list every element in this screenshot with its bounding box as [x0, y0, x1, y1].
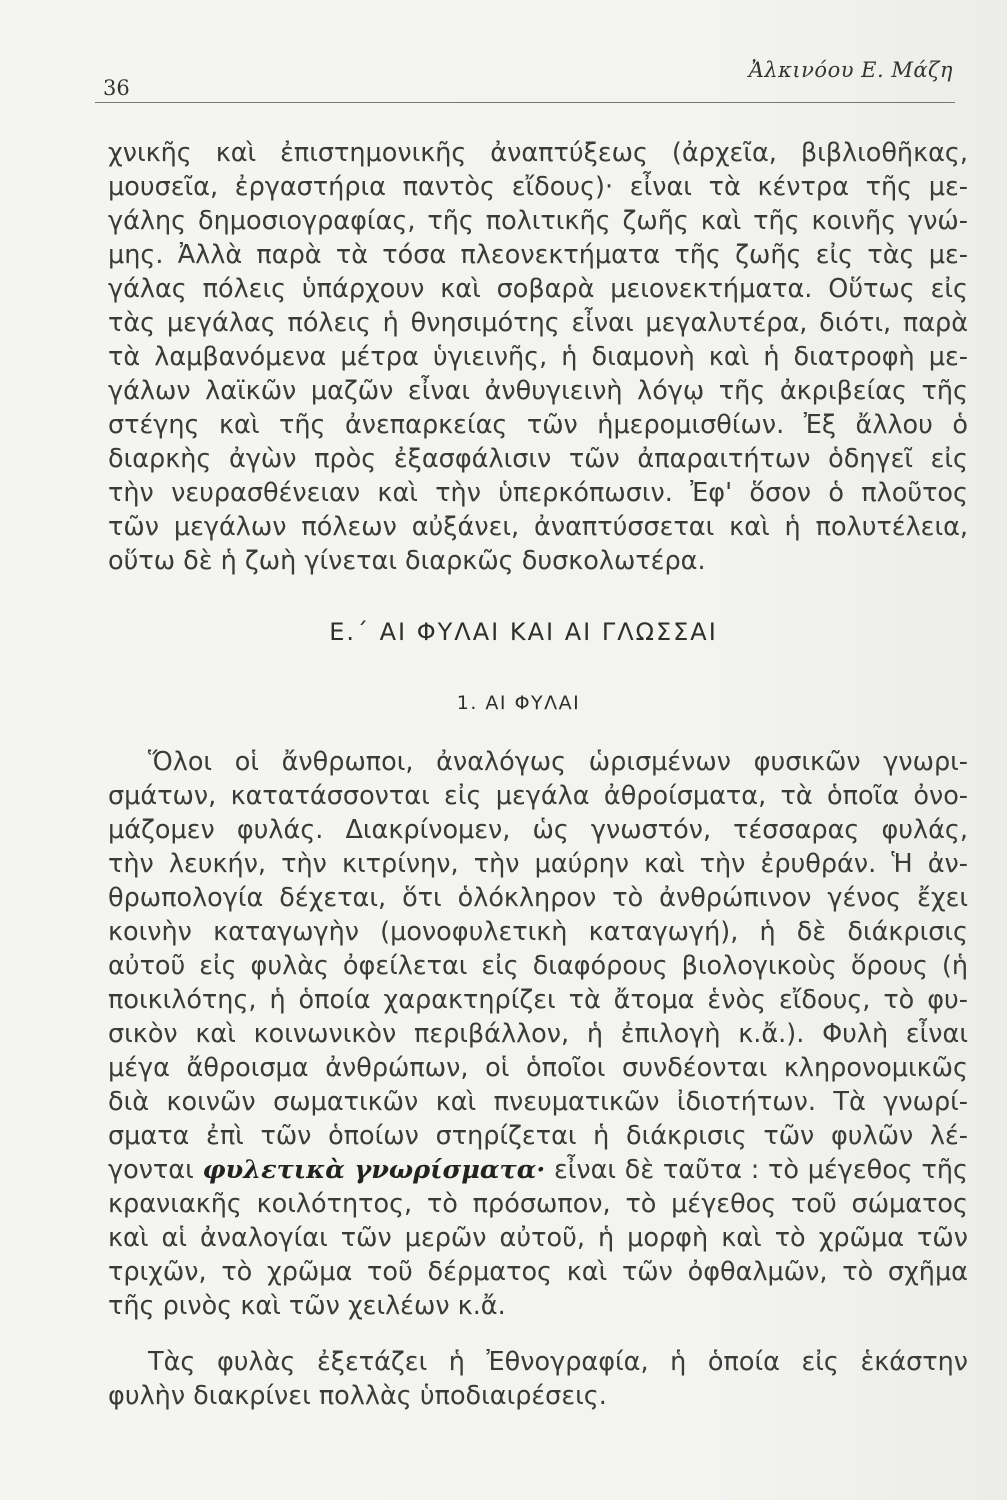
- text-line: ποικιλότης, ἡ ὁποία χαρακτηρίζει τὰ ἄτομα ἑνὸς εἴδους, τὸ φυ-: [108, 985, 968, 1015]
- text-line: κοινὴν καταγωγὴν (μονοφυλετικὴ καταγωγή), ἡ δὲ διάκρισις: [108, 917, 968, 947]
- text-line: τὴν λευκήν, τὴν κιτρίνην, τὴν μαύρην καὶ τὴν ἐρυθράν. Ἡ ἀν-: [108, 849, 968, 879]
- page-header: [95, 58, 965, 102]
- text-line: αὐτοῦ εἰς φυλὰς ὀφείλεται εἰς διαφόρους βιολογικοὺς ὅρους (ἡ: [108, 951, 968, 981]
- text-line: θρωπολογία δέχεται, ὅτι ὁλόκληρον τὸ ἀνθρώπινον γένος ἔχει: [108, 883, 968, 913]
- page-number: 36: [103, 76, 130, 100]
- text-line: Ὅλοι οἱ ἄνθρωποι, ἀναλόγως ὡρισμένων φυσικῶν γνωρι-: [148, 747, 968, 777]
- text-line: σμάτων, κατατάσσονται εἰς μεγάλα ἀθροίσματα, τὰ ὁποῖα ὀνο-: [108, 781, 968, 811]
- paragraph-3: [108, 1345, 968, 1413]
- text-line: γάλης δημοσιογραφίας, τῆς πολιτικῆς ζωῆς καὶ τῆς κοινῆς γνώ-: [108, 206, 968, 236]
- section-heading: Ε.΄ ΑΙ ΦΥΛΑΙ ΚΑΙ ΑΙ ΓΛΩΣΣΑΙ: [329, 618, 718, 646]
- text-line: καὶ αἱ ἀναλογίαι τῶν μερῶν αὐτοῦ, ἡ μορφὴ καὶ τὸ χρῶμα τῶν: [108, 1223, 968, 1253]
- text-line: γάλων λαϊκῶν μαζῶν εἶναι ἀνθυγιεινὴ λόγῳ τῆς ἀκριβείας τῆς: [108, 376, 968, 406]
- section-subheading: 1. ΑΙ ΦΥΛΑΙ: [456, 692, 581, 714]
- text-line: οὕτω δὲ ἡ ζωὴ γίνεται διαρκῶς δυσκολωτέρα.: [108, 546, 706, 576]
- text-line: τριχῶν, τὸ χρῶμα τοῦ δέρματος καὶ τῶν ὀφθαλμῶν, τὸ σχῆμα: [108, 1257, 968, 1287]
- text-line: μέγα ἄθροισμα ἀνθρώπων, οἱ ὁποῖοι συνδέονται κληρονομικῶς: [108, 1053, 968, 1083]
- header-rule: [95, 102, 955, 103]
- text-line: στέγης καὶ τῆς ἀνεπαρκείας τῶν ἡμερομισθίων. Ἐξ ἄλλου ὁ: [108, 410, 968, 440]
- text-line: μάζομεν φυλάς. Διακρίνομεν, ὡς γνωστόν, τέσσαρας φυλάς,: [108, 815, 968, 845]
- text-line: σματα ἐπὶ τῶν ὁποίων στηρίζεται ἡ διάκρισις τῶν φυλῶν λέ-: [108, 1121, 968, 1151]
- text-line: τὰς μεγάλας πόλεις ἡ θνησιμότης εἶναι μεγαλυτέρα, διότι, παρὰ: [108, 308, 968, 338]
- paragraph-1: [108, 136, 968, 578]
- line-start: γονται: [108, 1155, 194, 1185]
- text-line: μης. Ἀλλὰ παρὰ τὰ τόσα πλεονεκτήματα τῆς ζωῆς εἰς τὰς με-: [108, 240, 968, 270]
- text-line: Τὰς φυλὰς ἐξετάζει ἡ Ἐθνογραφία, ἡ ὁποία εἰς ἑκάστην: [148, 1347, 968, 1377]
- text-line: μουσεῖα, ἐργαστήρια παντὸς εἴδους)· εἶναι τὰ κέντρα τῆς με-: [108, 172, 968, 202]
- text-line: γάλας πόλεις ὑπάρχουν καὶ σοβαρὰ μειονεκτήματα. Οὕτως εἰς: [108, 274, 968, 304]
- text-line: φυλὴν διακρίνει πολλὰς ὑποδιαιρέσεις.: [108, 1381, 607, 1411]
- line-end: εἶναι δὲ ταῦτα : τὸ μέγεθος τῆς: [553, 1155, 968, 1185]
- text-line: διὰ κοινῶν σωματικῶν καὶ πνευματικῶν ἰδιοτήτων. Τὰ γνωρί-: [108, 1087, 968, 1117]
- emphasized-term: φυλετικὰ γνωρίσματα·: [202, 1155, 546, 1185]
- text-line: τὰ λαμβανόμενα μέτρα ὑγιεινῆς, ἡ διαμονὴ καὶ ἡ διατροφὴ με-: [108, 342, 968, 372]
- text-line: τῆς ρινὸς καὶ τῶν χειλέων κ.ἄ.: [108, 1291, 506, 1321]
- paragraph-2: [108, 745, 968, 1323]
- text-line: τῶν μεγάλων πόλεων αὐξάνει, ἀναπτύσσεται καὶ ἡ πολυτέλεια,: [108, 512, 968, 542]
- text-line: κρανιακῆς κοιλότητος, τὸ πρόσωπον, τὸ μέγεθος τοῦ σώματος: [108, 1189, 968, 1219]
- text-line: τὴν νευρασθένειαν καὶ τὴν ὑπερκόπωσιν. Ἐφ' ὅσον ὁ πλοῦτος: [108, 478, 968, 508]
- running-head: Ἀλκινόου Ε. Μάζη: [748, 58, 953, 82]
- text-line: σικὸν καὶ κοινωνικὸν περιβάλλον, ἡ ἐπιλογὴ κ.ἄ.). Φυλὴ εἶναι: [108, 1019, 968, 1049]
- text-line: χνικῆς καὶ ἐπιστημονικῆς ἀναπτύξεως (ἀρχεῖα, βιβλιοθῆκας,: [108, 138, 968, 168]
- text-line: διαρκὴς ἀγὼν πρὸς ἐξασφάλισιν τῶν ἀπαραιτήτων ὁδηγεῖ εἰς: [108, 444, 968, 474]
- text-line-with-emphasis: [108, 1153, 968, 1187]
